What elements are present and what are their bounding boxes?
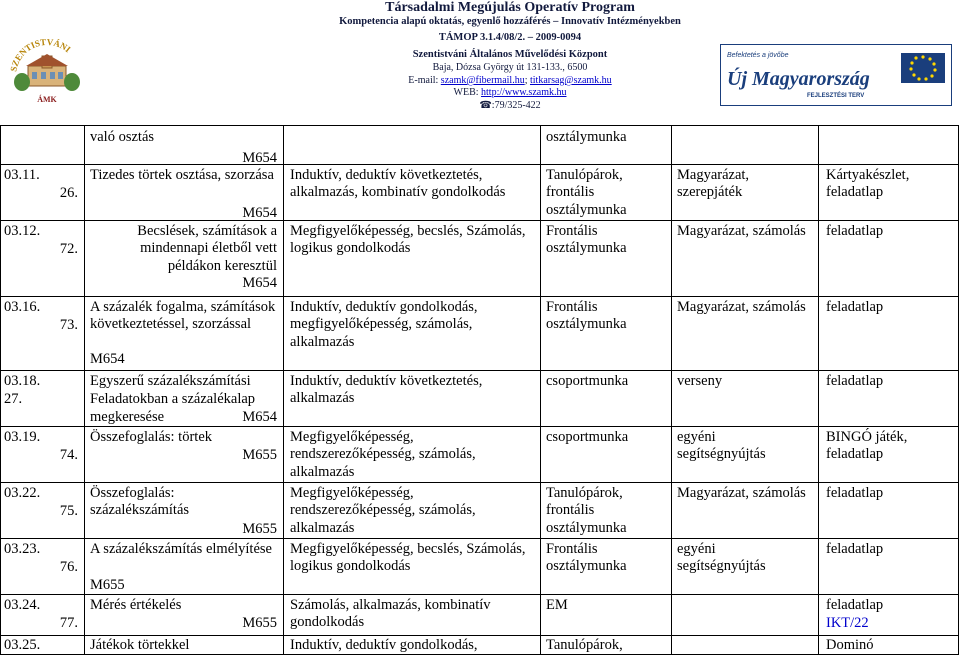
grid-line: [671, 125, 672, 655]
date-cell: 03.12.: [4, 223, 41, 239]
school-logo: [8, 36, 86, 108]
lesson-number: 76.: [59, 559, 78, 575]
lesson-number: 72.: [59, 241, 78, 257]
code-cell: M655: [242, 447, 277, 463]
means-cell: feladatlap: [826, 223, 884, 239]
method-cell: Megfigyelőképesség, becslés, Számolás, logikus gondolkodás: [290, 541, 526, 575]
code-cell: M654: [242, 409, 277, 425]
code-cell: M654: [90, 351, 125, 367]
work-cell: osztálymunka: [546, 129, 627, 145]
topic-cell: A százalékszámítás elmélyítése: [90, 541, 272, 557]
means-line: IKT/22: [826, 615, 869, 631]
grid-line: [818, 125, 819, 655]
topic-line: Egyszerű százalékszámítási: [90, 373, 251, 389]
work-cell: EM: [546, 597, 568, 613]
email-link-2[interactable]: titkarsag@szamk.hu: [529, 75, 612, 86]
svg-text:Befektetés a jövőbe: Befektetés a jövőbe: [727, 52, 789, 59]
phone-line: ☎:79/325-422: [479, 100, 541, 111]
grid-line: [0, 370, 959, 371]
code-cell: M654: [242, 205, 277, 221]
method-cell: Számolás, alkalmazás, kombinatív gondolkodás: [290, 597, 491, 631]
date-cell: 03.18.: [4, 373, 41, 389]
grid-line: [84, 125, 85, 655]
svg-text:ÁMK: ÁMK: [37, 95, 57, 104]
means-line: feladatlap: [826, 597, 884, 613]
svg-text:FEJLESZTÉSI TERV: FEJLESZTÉSI TERV: [807, 93, 865, 99]
work-cell: csoportmunka: [546, 373, 629, 389]
code-cell: M655: [242, 615, 277, 631]
code-cell: M655: [242, 521, 277, 537]
date-cell: 03.23.: [4, 541, 41, 557]
grid-line: [0, 482, 959, 483]
program-subtitle: Kompetencia alapú oktatás, egyenlő hozzáférés – Innovatív Intézményekben: [339, 16, 681, 27]
date-cell: 03.25.: [4, 637, 41, 653]
school-address: Baja, Dózsa György út 131-133., 6500: [432, 62, 588, 73]
web-link[interactable]: http://www.szamk.hu: [481, 87, 567, 98]
topic-cell: Játékok törtekkel: [90, 637, 190, 653]
tool-cell: Magyarázat, számolás: [677, 299, 806, 315]
work-cell: Tanulópárok,: [546, 637, 623, 653]
date-cell: 03.22.: [4, 485, 41, 501]
page-header: [0, 0, 959, 118]
tool-cell: Magyarázat, számolás: [677, 223, 806, 239]
grid-line: [0, 125, 959, 126]
method-cell: Megfigyelőképesség, rendszerezőképesség, számolás, alkalmazás: [290, 429, 476, 480]
means-cell: feladatlap: [826, 485, 884, 501]
lesson-plan-table: [0, 125, 959, 655]
topic-cell: A százalék fogalma, számítások következtetéssel, szorzással: [90, 299, 276, 333]
date-cell: 03.11.: [4, 167, 40, 183]
lesson-number: 74.: [59, 447, 78, 463]
topic-cell: Mérés értékelés: [90, 597, 182, 613]
topic-cell: Tizedes törtek osztása, szorzása: [90, 167, 274, 183]
program-title: Társadalmi Megújulás Operatív Program: [385, 0, 635, 15]
date-cell: 03.24.: [4, 597, 41, 613]
topic-cell: Összefoglalás: törtek: [90, 429, 213, 445]
code-cell: M654: [242, 275, 277, 291]
work-cell: Tanulópárok, frontális osztálymunka: [546, 485, 627, 536]
date-cell: 03.16.: [4, 299, 41, 315]
topic-line: megkeresése: [90, 409, 165, 425]
code-cell: M655: [90, 577, 125, 593]
work-cell: csoportmunka: [546, 429, 629, 445]
means-cell: feladatlap: [826, 541, 884, 557]
method-cell: Induktív, deduktív következtetés, alkalmazás, kombinatív gondolkodás: [290, 167, 506, 201]
method-cell: Megfigyelőképesség, becslés, Számolás, logikus gondolkodás: [290, 223, 526, 257]
work-cell: Tanulópárok, frontális osztálymunka: [546, 167, 627, 218]
means-cell: Kártyakészlet, feladatlap: [826, 167, 910, 201]
work-cell: Frontális osztálymunka: [546, 223, 627, 257]
svg-text:SZENTISTVÁNI: SZENTISTVÁNI: [8, 36, 73, 73]
tool-cell: verseny: [677, 373, 723, 389]
project-code: TÁMOP 3.1.4/08/2. – 2009-0094: [438, 32, 582, 43]
grid-line: [0, 125, 1, 655]
method-cell: Induktív, deduktív gondolkodás, megfigyelőképesség, számolás, alkalmazás: [290, 299, 478, 350]
grid-line: [0, 296, 959, 297]
lesson-number: 73.: [59, 317, 78, 333]
school-name: Szentistváni Általános Művelődési Központ: [412, 49, 608, 60]
lesson-number: 27.: [4, 391, 23, 407]
lesson-number: 26.: [59, 185, 78, 201]
topic-cell: Összefoglalás: százalékszámítás: [90, 485, 190, 519]
topic-line: Feladatokban a százalékalap: [90, 391, 256, 407]
method-cell: Megfigyelőképesség, rendszerezőképesség, számolás, alkalmazás: [290, 485, 476, 536]
svg-text:Új Magyarország: Új Magyarország: [727, 68, 870, 90]
code-cell: M654: [242, 150, 277, 166]
means-cell: BINGÓ játék, feladatlap: [826, 429, 908, 463]
tool-cell: Magyarázat, szerepjáték: [677, 167, 750, 201]
method-cell: Induktív, deduktív következtetés, alkalmazás: [290, 373, 483, 407]
work-cell: Frontális osztálymunka: [546, 541, 627, 575]
web-line: WEB: http://www.szamk.hu: [453, 87, 567, 98]
date-cell: 03.19.: [4, 429, 41, 445]
means-cell: feladatlap: [826, 373, 884, 389]
tool-cell: egyéni segítségnyújtás: [677, 429, 766, 463]
lesson-number: 75.: [59, 503, 78, 519]
topic-cell: való osztás: [90, 129, 155, 145]
lesson-number: 77.: [59, 615, 78, 631]
grid-line: [540, 125, 541, 655]
grid-line: [283, 125, 284, 655]
means-cell: feladatlap: [826, 299, 884, 315]
grid-line: [0, 635, 959, 636]
uj-magyarorszag-logo: [720, 44, 952, 106]
tool-cell: Magyarázat, számolás: [677, 485, 806, 501]
topic-cell: Becslések, számítások a mindennapi életből vett példákon keresztül: [137, 223, 277, 274]
method-cell: Induktív, deduktív gondolkodás,: [290, 637, 478, 653]
tool-cell: egyéni segítségnyújtás: [677, 541, 766, 575]
work-cell: Frontális osztálymunka: [546, 299, 627, 333]
email-link-1[interactable]: szamk@fibermail.hu: [440, 75, 525, 86]
means-cell: Dominó: [826, 637, 874, 653]
grid-line: [0, 594, 959, 595]
email-line: E-mail: szamk@fibermail.hu; titkarsag@szamk.hu: [408, 75, 612, 86]
